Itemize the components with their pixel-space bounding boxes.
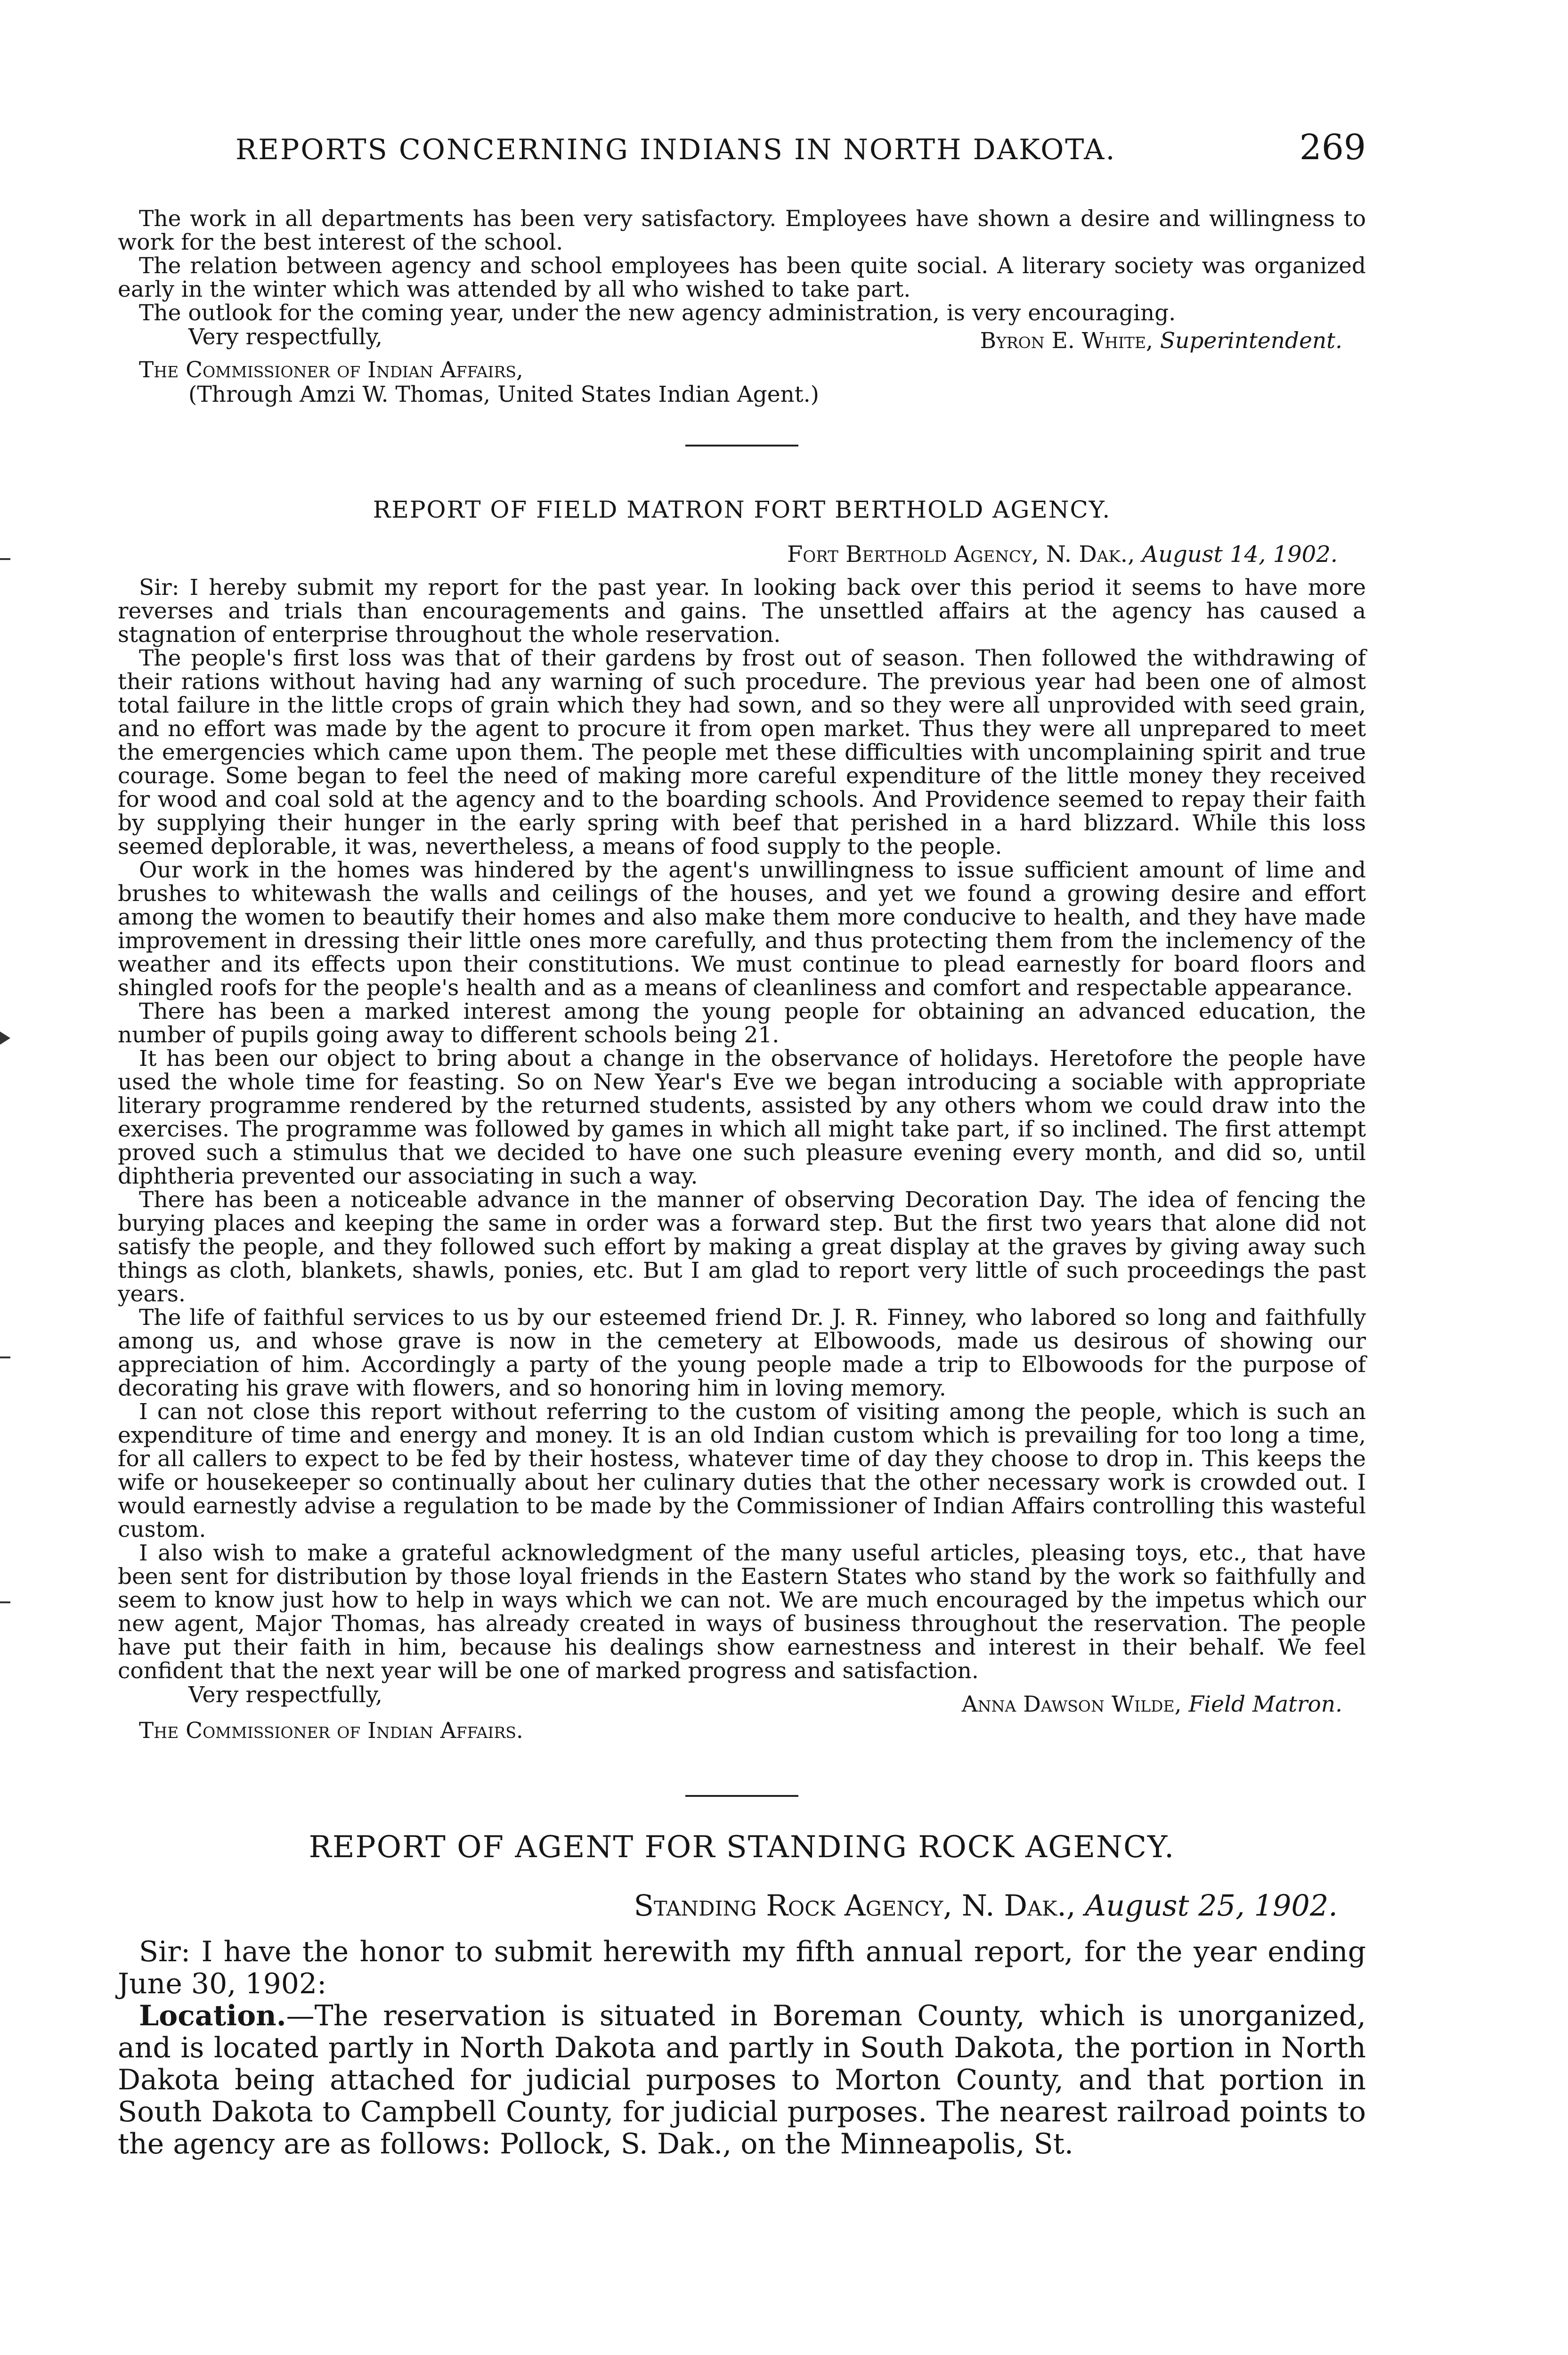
dateline: Standing Rock Agency, N. Dak., August 25, 1902. <box>634 1888 1338 1923</box>
paragraph: Location.—The reservation is situated in Boreman County, which is unorganized, and is located partly in North Dakota and partly in South Dakota, the portion in North Dakota being attached for judicial purposes to Morton County, and that portion in South Dakota to Campbell County, for judicial purposes. The nearest railroad points to the agency are as follows: Pollock, S. Dak., on the Minneapolis, St. <box>118 1999 1366 2160</box>
field-matron-report <box>118 496 1366 1743</box>
dateline: Fort Berthold Agency, N. Dak., August 14, 1902. <box>787 541 1338 568</box>
paragraph: Sir: I have the honor to submit herewith my fifth annual report, for the year ending June 30, 1902: <box>118 1935 1366 2000</box>
running-head: REPORTS CONCERNING INDIANS IN NORTH DAKOTA. <box>236 133 1116 166</box>
margin-mark <box>0 1356 10 1358</box>
section-title: REPORT OF AGENT FOR STANDING ROCK AGENCY. <box>309 1830 1175 1865</box>
paragraph: There has been a marked interest among the young people for obtaining an advanced education, the number of pupils going away to different schools being 21. <box>118 999 1366 1048</box>
paragraph: I can not close this report without referring to the custom of visiting among the people, which is such an expenditure of time and energy and money. It is an old Indian custom which is prevailing for too long a time, for all callers to expect to be fed by their hostess, whatever time of day they choose to drop in. This keeps the wife or housekeeper so continually about her culinary duties that the other necessary work is crowded out. I would earnestly advise a regulation to be made by the Commissioner of Indian Affairs controlling this wasteful custom. <box>118 1399 1366 1543</box>
paragraph: The work in all departments has been very satisfactory. Employees have shown a desire and willingness to work for the best interest of the school. <box>118 206 1366 255</box>
paragraph: The life of faithful services to us by our esteemed friend Dr. J. R. Finney, who labored so long and faithfully among us, and whose grave is now in the cemetery at Elbowoods, made us desirous of showing our appreciation of him. Accordingly a party of the young people made a trip to Elbowoods for the purpose of decorating his grave with flowers, and so honoring him in loving memory. <box>118 1305 1366 1401</box>
signature: Anna Dawson Wilde, Field Matron. <box>961 1691 1342 1717</box>
margin-mark <box>0 1601 10 1603</box>
closing-salutation: Very respectfully, <box>188 324 382 350</box>
page-number: 269 <box>1299 127 1366 168</box>
addressee-via: (Through Amzi W. Thomas, United States Indian Agent.) <box>188 382 819 407</box>
closing-block <box>118 1682 1366 1717</box>
paragraph: The outlook for the coming year, under the new agency administration, is very encouraging. <box>139 300 1176 326</box>
paragraph: Sir: I hereby submit my report for the past year. In looking back over this period it seems to have more reverses and trials than encouragements and gains. The unsettled affairs at the agency has caused a stagnation of enterprise throughout the whole reservation. <box>118 575 1366 648</box>
section-title: REPORT OF FIELD MATRON FORT BERTHOLD AGENCY. <box>373 496 1111 523</box>
paragraph: There has been a noticeable advance in the manner of observing Decoration Day. The idea of fencing the burying places and keeping the same in order was a forward step. But the first two years that alone did not satisfy the people, and they followed such effort by making a great display at the graves by giving away such things as cloth, blankets, shawls, ponies, etc. But I am glad to report very little of such proceedings the past years. <box>118 1187 1366 1307</box>
paragraph: I also wish to make a grateful acknowledgment of the many useful articles, pleasing toys, etc., that have been sent for distribution by those loyal friends in the Eastern States who stand by the work so faithfully and seem to know just how to help in ways which we can not. We are much encouraged by the impetus which our new agent, Major Thomas, has already created in ways of business throughout the reservation. The people have put their faith in him, because his dealings show earnestness and interest in their behalf. We feel confident that the next year will be one of marked progress and satisfaction. <box>118 1540 1366 1684</box>
addressee: The Commissioner of Indian Affairs. <box>139 1718 523 1744</box>
signature: Byron E. White, Superintendent. <box>980 328 1342 354</box>
standing-rock-report <box>118 1830 1366 2160</box>
section-divider <box>685 1795 798 1797</box>
document-page <box>118 127 1366 2160</box>
paragraph: It has been our object to bring about a change in the observance of holidays. Heretofore the people have used the whole time for feasting. So on New Year's Eve we began introducing a sociable with appropriate literary programme rendered by the returned students, assisted by any others whom we could draw into the exercises. The programme was followed by games in which all might take part, if so inclined. The first attempt proved such a stimulus that we decided to have one such pleasure evening every month, and did so, until diphtheria prevented our associating in such a way. <box>118 1046 1366 1189</box>
page-header <box>118 127 1366 179</box>
section-divider <box>685 445 798 447</box>
addressee: The Commissioner of Indian Affairs, <box>139 357 523 383</box>
subsection-heading: Location. <box>139 1999 286 2032</box>
closing-salutation: Very respectfully, <box>188 1682 382 1708</box>
previous-report-conclusion <box>118 207 1366 407</box>
margin-mark <box>0 558 10 560</box>
closing-block <box>118 324 1366 354</box>
paragraph: The relation between agency and school employees has been quite social. A literary society was organized early in the winter which was attended by all who wished to take part. <box>118 253 1366 302</box>
paragraph: The people's first loss was that of their gardens by frost out of season. Then followed the withdrawing of their rations without having had any warning of such procedure. The previous year had been one of almost total failure in the little crops of grain which they had sown, and so they were all unprovided with seed grain, and no effort was made by the agent to procure it from open market. Thus they were all unprepared to meet the emergencies which came upon them. The people met these difficulties with uncomplaining spirit and true courage. Some began to feel the need of making more careful expenditure of the little money they received for wood and coal sold at the agency and to the boarding schools. And Providence seemed to repay their faith by supplying their hunger in the early spring with beef that perished in a hard blizzard. While this loss seemed deplorable, it was, nevertheless, a means of food supply to the people. <box>118 645 1366 860</box>
margin-arrow <box>0 1031 10 1045</box>
paragraph: Our work in the homes was hindered by the agent's unwillingness to issue sufficient amount of lime and brushes to whitewash the walls and ceilings of the houses, and yet we found a growing desire and effort among the women to beautify their homes and also make them more conducive to health, and they have made improvement in dressing their little ones more carefully, and thus protecting them from the inclemency of the weather and its effects upon their constitutions. We must continue to plead earnestly for board floors and shingled roofs for the people's health and as a means of cleanliness and comfort and respectable appearance. <box>118 857 1366 1001</box>
